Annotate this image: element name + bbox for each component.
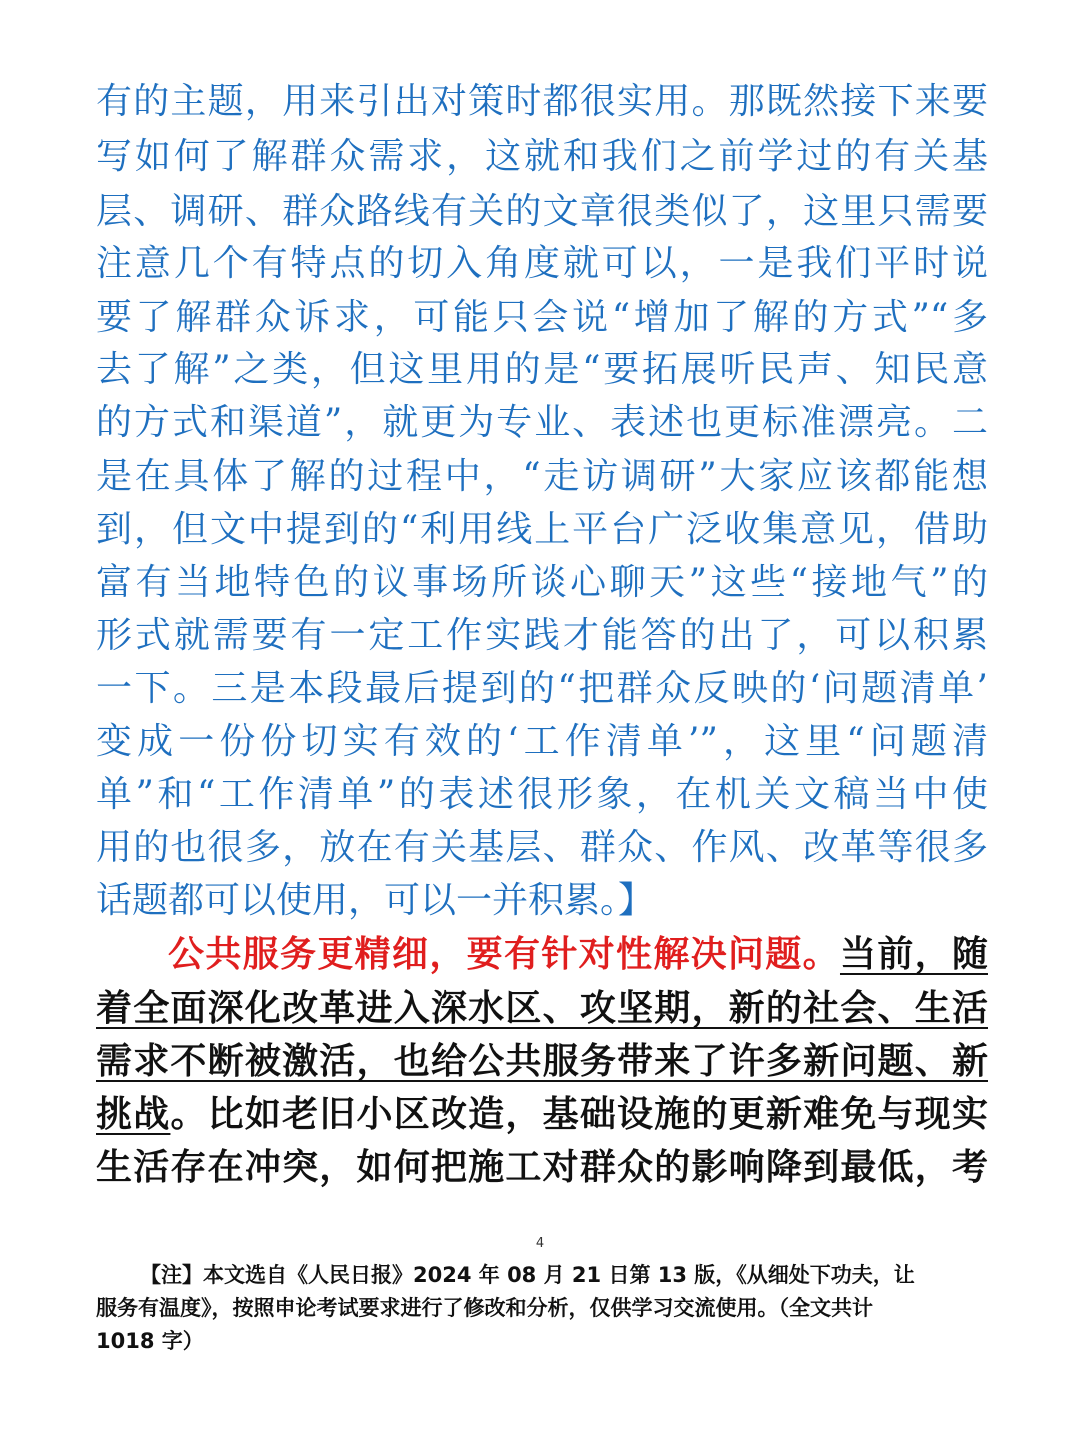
body-line-3: 需求不断被激活，也给公共服务带来了许多新问题、新 — [96, 1040, 988, 1082]
commentary-line: 去了解”之类，但这里用的是“要拓展听民声、知民意 — [96, 349, 988, 390]
commentary-line: 变成一份份切实有效的‘工作清单’”，这里“问题清 — [96, 721, 988, 762]
body-line-5: 生活存在冲突，如何把施工对群众的影响降到最低，考 — [96, 1146, 988, 1188]
commentary-line: 是在具体了解的过程中，“走访调研”大家应该都能想 — [96, 456, 988, 497]
body-text: 。比如老旧小区改造，基础设施的更新难免与现实 — [170, 1093, 988, 1135]
commentary-line: 一下。三是本段最后提到的“把群众反映的‘问题清单’ — [96, 668, 988, 709]
commentary-line: 单”和“工作清单”的表述很形象，在机关文稿当中使 — [96, 774, 988, 815]
underlined-text: 挑战 — [96, 1093, 171, 1135]
commentary-line: 有的主题，用来引出对策时都很实用。那既然接下来要 — [96, 81, 988, 122]
commentary-line: 要了解群众诉求，可能只会说“增加了解的方式”“多 — [96, 297, 988, 338]
footnote-line: 【注】本文选自《人民日报》2024 年 08 月 21 日第 13 版，《从细处下功夫，让 — [140, 1263, 915, 1287]
body-line-1 — [168, 927, 988, 981]
commentary-line: 注意几个有特点的切入角度就可以，一是我们平时说 — [96, 243, 988, 284]
underlined-text: 当前，随 — [839, 933, 988, 975]
section-heading: 公共服务更精细，要有针对性解决问题。 — [168, 933, 840, 975]
commentary-line: 用的也很多，放在有关基层、群众、作风、改革等很多 — [96, 827, 988, 868]
commentary-line: 的方式和渠道”，就更为专业、表述也更标准漂亮。二 — [96, 402, 988, 443]
commentary-line-last: 话题都可以使用，可以一并积累。】 — [96, 880, 655, 921]
page-number: 4 — [535, 1236, 545, 1251]
body-line-4 — [96, 1087, 988, 1141]
footnote-line: 1018 字） — [96, 1329, 204, 1353]
commentary-line: 层、调研、群众路线有关的文章很类似了，这里只需要 — [96, 191, 988, 232]
footnote-line: 服务有温度》，按照申论考试要求进行了修改和分析，仅供学习交流使用。（全文共计 — [96, 1296, 873, 1320]
commentary-line: 写如何了解群众需求，这就和我们之前学过的有关基 — [96, 136, 988, 177]
body-line-2: 着全面深化改革进入深水区、攻坚期，新的社会、生活 — [96, 987, 988, 1029]
commentary-line: 形式就需要有一定工作实践才能答的出了，可以积累 — [96, 615, 988, 656]
commentary-line: 到，但文中提到的“利用线上平台广泛收集意见，借助 — [96, 509, 988, 550]
commentary-line: 富有当地特色的议事场所谈心聊天”这些“接地气”的 — [96, 562, 988, 603]
